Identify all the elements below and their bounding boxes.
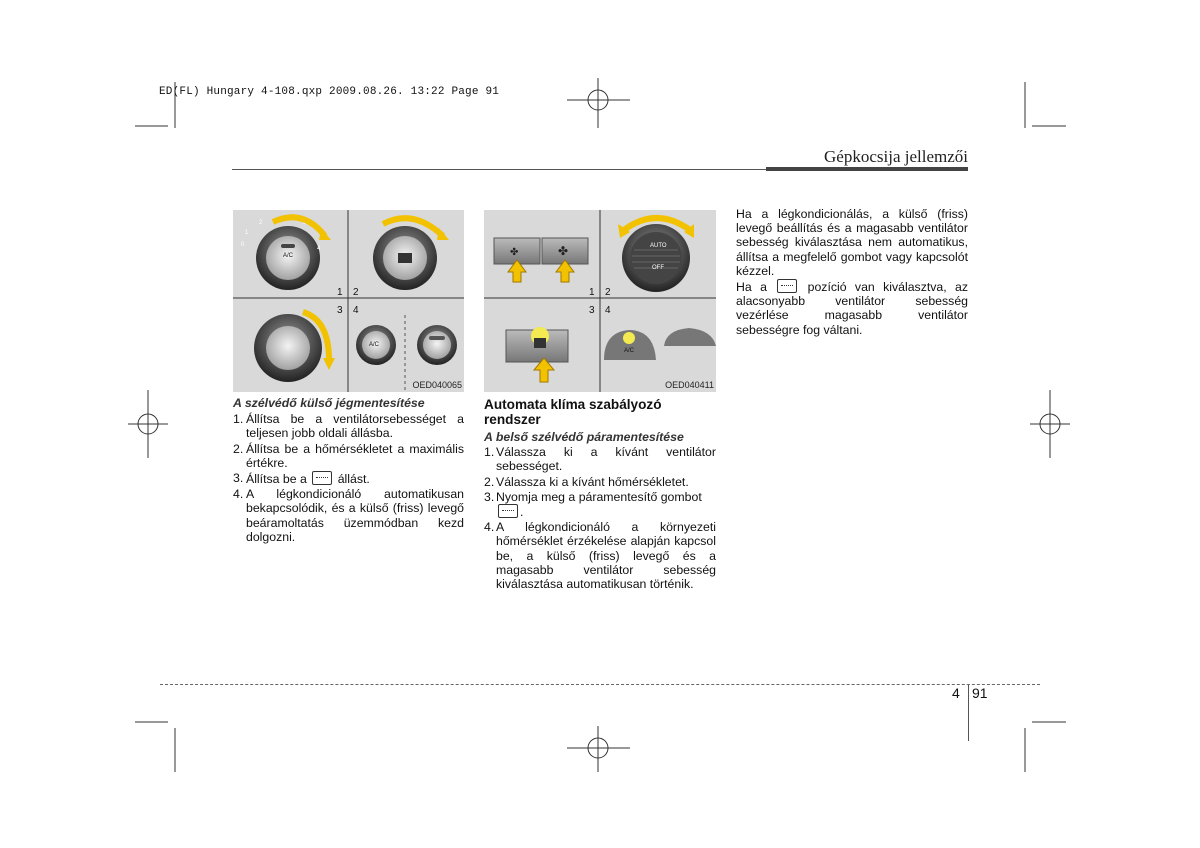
- manual-climate-illustration: [233, 210, 464, 392]
- column-middle: [484, 397, 716, 591]
- figure-label-1: 1: [589, 287, 595, 298]
- page-number-value: 91: [972, 685, 988, 701]
- figure-code: OED040065: [412, 380, 462, 390]
- footer-rule: [160, 684, 1040, 685]
- list-item: 1. Válassza ki a kívánt ventilátor sebességet.: [484, 445, 716, 474]
- figure-label-2: 2: [605, 287, 611, 298]
- column-left: [233, 396, 464, 544]
- figure-label-2: 2: [353, 287, 359, 298]
- column-right: [736, 207, 968, 337]
- section-heading: Automata klíma szabályozó rendszer: [484, 397, 662, 427]
- paragraph: Ha a légkondicionálás, a külső (friss) levegő beállítás és a magasabb ventilátor sebesség kiválasztása nem automatikus, állítsa a megfelelő gombot vagy kapcsolót kézzel.: [736, 207, 968, 278]
- list-item: 4. A légkondicionáló a környezeti hőmérséklet érzékelése alapján kapcsol be, a külső (friss) levegő és a magasabb ventilátor sebesség kiválasztása automatikusan történik.: [484, 520, 716, 592]
- figure-label-3: 3: [337, 305, 343, 316]
- knob-label: A/C: [283, 253, 294, 259]
- list-item: 2. Állítsa be a hőmérsékletet a maximális értékre.: [233, 441, 464, 470]
- figure-automatic-climate-controls: [484, 210, 716, 392]
- svg-text:✤: ✤: [558, 244, 569, 258]
- auto-climate-illustration: [484, 210, 716, 392]
- list-item: 4. A légkondicionáló automatikusan bekapcsolódik, és a külső (friss) levegő beáramoltatás üzemmódban kezd dolgozni.: [233, 487, 464, 544]
- figure-code: OED040411: [665, 380, 714, 390]
- figure-manual-climate-controls: [233, 210, 464, 392]
- defrost-icon: [498, 504, 518, 518]
- steps-list: [484, 445, 716, 591]
- list-item: 1. Állítsa be a ventilátorsebességet a teljesen jobb oldali állásba.: [233, 412, 464, 441]
- defrost-icon: [312, 471, 332, 485]
- list-item: 3. Nyomja meg a páramentesítő gombot .: [484, 489, 702, 520]
- subheading: A szélvédő külső jégmentesítése: [233, 396, 425, 410]
- svg-text:4: 4: [317, 246, 321, 252]
- section-title: Gépkocsija jellemzői: [824, 147, 968, 166]
- list-item: 2. Válassza ki a kívánt hőmérsékletet.: [484, 474, 689, 489]
- steps-list: [233, 412, 464, 544]
- file-meta-header: ED(FL) Hungary 4-108.qxp 2009.08.26. 13:22 Page 91: [159, 86, 500, 98]
- svg-text:0: 0: [241, 242, 245, 248]
- defrost-icon: [777, 279, 797, 293]
- page-number-separator: [968, 685, 969, 741]
- chapter-number: 4: [952, 685, 960, 701]
- auto-knob-label: AUTO: [650, 243, 667, 249]
- figure-label-3: 3: [589, 305, 595, 316]
- list-item: 3. Állítsa be a állást.: [233, 471, 370, 487]
- figure-label-4: 4: [353, 305, 359, 316]
- svg-text:1: 1: [245, 230, 249, 236]
- svg-text:✤: ✤: [510, 247, 519, 258]
- paragraph: Ha a pozíció van kiválasztva, az alacsonyabb ventilátor sebesség vezérlése magasabb ventilátor sebességre fog váltani.: [736, 280, 968, 337]
- svg-text:3: 3: [303, 220, 307, 226]
- subheading: A belső szélvédő páramentesítése: [484, 430, 684, 444]
- page-number: [952, 685, 960, 701]
- figure-label-4: 4: [605, 305, 611, 316]
- ac-button-label: A/C: [369, 342, 380, 348]
- figure-label-1: 1: [337, 287, 343, 298]
- ac-button-label: A/C: [624, 348, 635, 354]
- off-knob-label: OFF: [652, 265, 664, 271]
- svg-text:2: 2: [259, 220, 263, 226]
- title-rule-accent: [766, 167, 968, 171]
